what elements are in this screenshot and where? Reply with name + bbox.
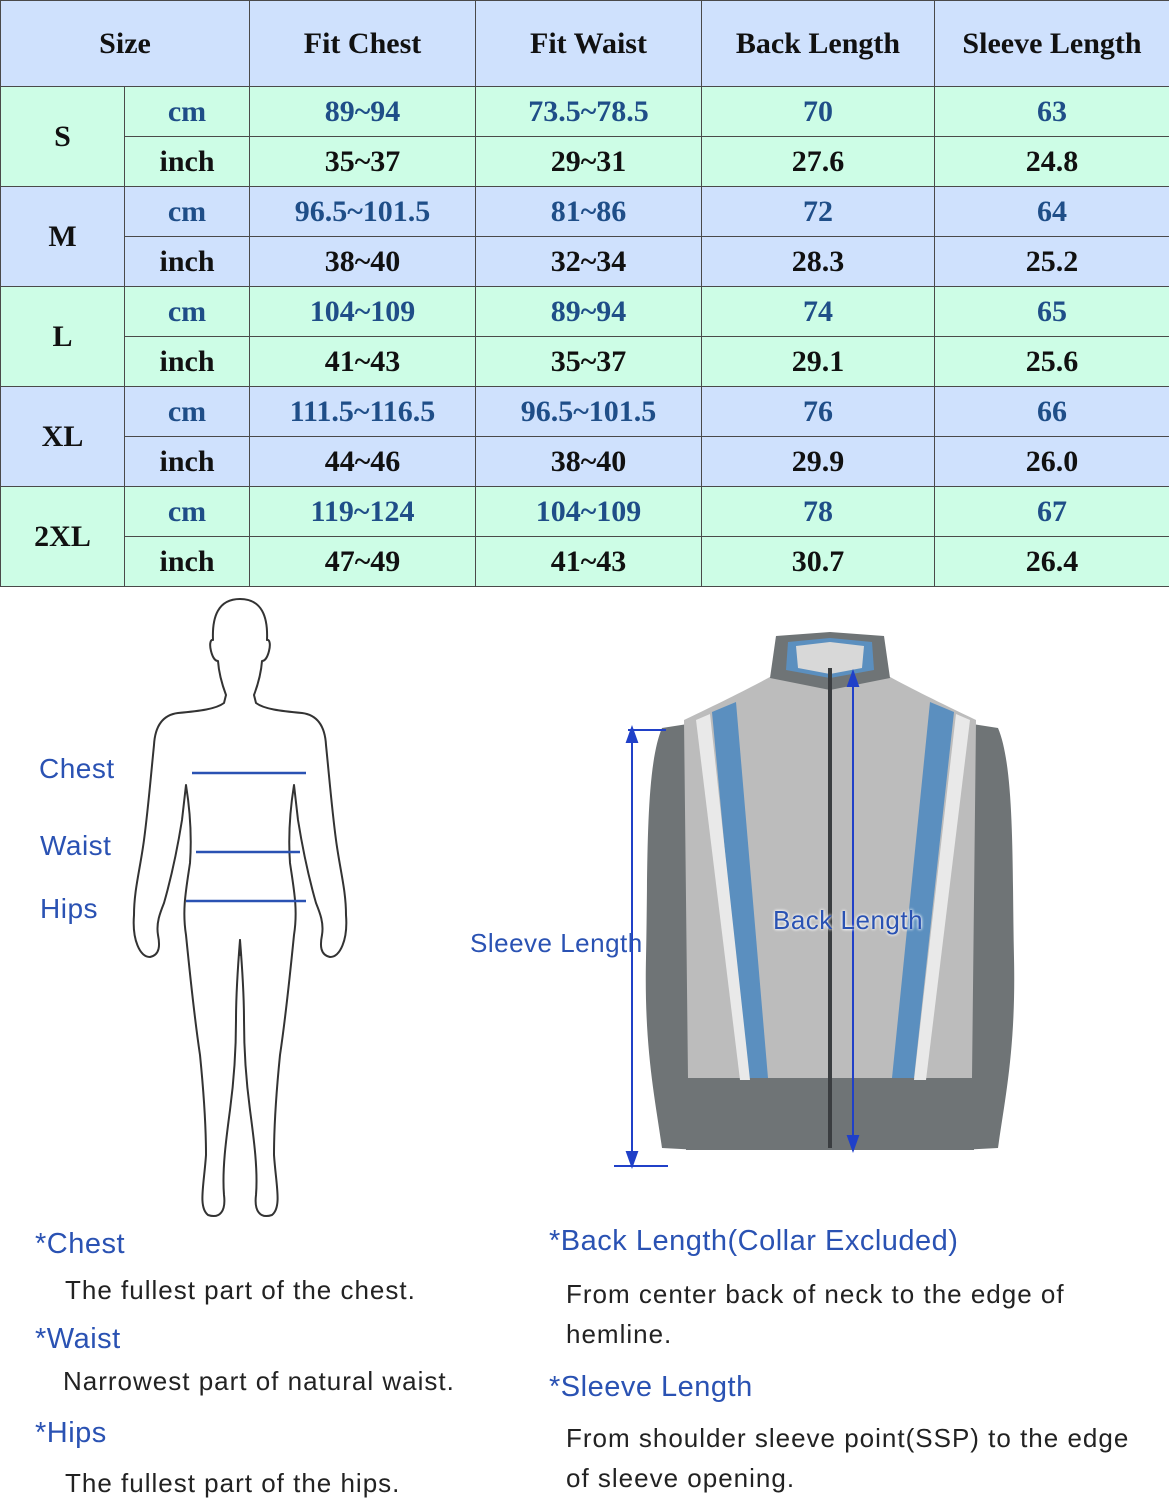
sleeve-value-cell: 64 <box>935 187 1169 237</box>
size-cell: XL <box>1 387 125 487</box>
chest-value-cell: 41~43 <box>250 337 476 387</box>
table-row <box>1 87 1169 137</box>
sleeve-value-cell: 24.8 <box>935 137 1169 187</box>
hips-desc-text: The fullest part of the hips. <box>65 1463 400 1503</box>
back-value-cell: 78 <box>702 487 935 537</box>
sleeve-value-cell: 26.0 <box>935 437 1169 487</box>
waist-value-cell: 38~40 <box>476 437 702 487</box>
unit-cell: cm <box>125 187 250 237</box>
waist-value-cell: 81~86 <box>476 187 702 237</box>
chest-label: Chest <box>39 753 115 785</box>
table-row <box>1 187 1169 237</box>
header-sleeve-length: Sleeve Length <box>935 1 1169 87</box>
size-cell: L <box>1 287 125 387</box>
table-row <box>1 437 1169 487</box>
table-row <box>1 337 1169 387</box>
chest-desc-text: The fullest part of the chest. <box>65 1270 416 1310</box>
waist-value-cell: 32~34 <box>476 237 702 287</box>
zip-sweater-figure <box>600 628 1060 1178</box>
body-silhouette-figure <box>120 595 360 1230</box>
header-fit-waist: Fit Waist <box>476 1 702 87</box>
hips-desc-title: *Hips <box>35 1417 107 1450</box>
header-fit-chest: Fit Chest <box>250 1 476 87</box>
back-value-cell: 29.1 <box>702 337 935 387</box>
header-size: Size <box>1 1 250 87</box>
back-value-cell: 29.9 <box>702 437 935 487</box>
waist-label: Waist <box>40 830 111 862</box>
size-cell: 2XL <box>1 487 125 587</box>
chest-value-cell: 111.5~116.5 <box>250 387 476 437</box>
unit-cell: inch <box>125 237 250 287</box>
back-length-desc-title: *Back Length(Collar Excluded) <box>549 1225 958 1258</box>
unit-cell: cm <box>125 87 250 137</box>
sleeve-value-cell: 63 <box>935 87 1169 137</box>
size-cell: M <box>1 187 125 287</box>
back-value-cell: 27.6 <box>702 137 935 187</box>
sleeve-value-cell: 25.2 <box>935 237 1169 287</box>
chest-value-cell: 35~37 <box>250 137 476 187</box>
sleeve-value-cell: 67 <box>935 487 1169 537</box>
sleeve-value-cell: 26.4 <box>935 537 1169 587</box>
back-value-cell: 70 <box>702 87 935 137</box>
back-length-label: Back Length <box>773 905 923 936</box>
sleeve-value-cell: 66 <box>935 387 1169 437</box>
back-value-cell: 30.7 <box>702 537 935 587</box>
back-length-desc-text: From center back of neck to the edge of hemline. <box>566 1274 1126 1354</box>
unit-cell: cm <box>125 387 250 437</box>
waist-value-cell: 73.5~78.5 <box>476 87 702 137</box>
table-row <box>1 387 1169 437</box>
waist-value-cell: 96.5~101.5 <box>476 387 702 437</box>
unit-cell: inch <box>125 437 250 487</box>
waist-desc-title: *Waist <box>35 1323 121 1356</box>
sleeve-length-label: Sleeve Length <box>470 928 643 959</box>
waist-value-cell: 29~31 <box>476 137 702 187</box>
unit-cell: inch <box>125 137 250 187</box>
table-header-row <box>1 1 1169 87</box>
chest-value-cell: 96.5~101.5 <box>250 187 476 237</box>
waist-value-cell: 35~37 <box>476 337 702 387</box>
sleeve-length-desc-text: From shoulder sleeve point(SSP) to the edge of sleeve opening. <box>566 1418 1156 1498</box>
table-row <box>1 537 1169 587</box>
back-value-cell: 76 <box>702 387 935 437</box>
sleeve-value-cell: 25.6 <box>935 337 1169 387</box>
hips-label: Hips <box>40 893 98 925</box>
unit-cell: inch <box>125 537 250 587</box>
chest-value-cell: 89~94 <box>250 87 476 137</box>
table-row <box>1 487 1169 537</box>
chest-value-cell: 104~109 <box>250 287 476 337</box>
back-value-cell: 74 <box>702 287 935 337</box>
back-value-cell: 28.3 <box>702 237 935 287</box>
back-value-cell: 72 <box>702 187 935 237</box>
chest-value-cell: 119~124 <box>250 487 476 537</box>
chest-value-cell: 47~49 <box>250 537 476 587</box>
sleeve-value-cell: 65 <box>935 287 1169 337</box>
waist-value-cell: 89~94 <box>476 287 702 337</box>
table-row <box>1 137 1169 187</box>
waist-desc-text: Narrowest part of natural waist. <box>63 1361 455 1401</box>
unit-cell: inch <box>125 337 250 387</box>
size-cell: S <box>1 87 125 187</box>
table-row <box>1 287 1169 337</box>
unit-cell: cm <box>125 287 250 337</box>
table-row <box>1 237 1169 287</box>
chest-value-cell: 44~46 <box>250 437 476 487</box>
sleeve-length-desc-title: *Sleeve Length <box>549 1371 753 1404</box>
waist-value-cell: 41~43 <box>476 537 702 587</box>
chest-value-cell: 38~40 <box>250 237 476 287</box>
waist-value-cell: 104~109 <box>476 487 702 537</box>
chest-desc-title: *Chest <box>35 1228 125 1261</box>
unit-cell: cm <box>125 487 250 537</box>
header-back-length: Back Length <box>702 1 935 87</box>
size-chart-table <box>0 0 1169 587</box>
